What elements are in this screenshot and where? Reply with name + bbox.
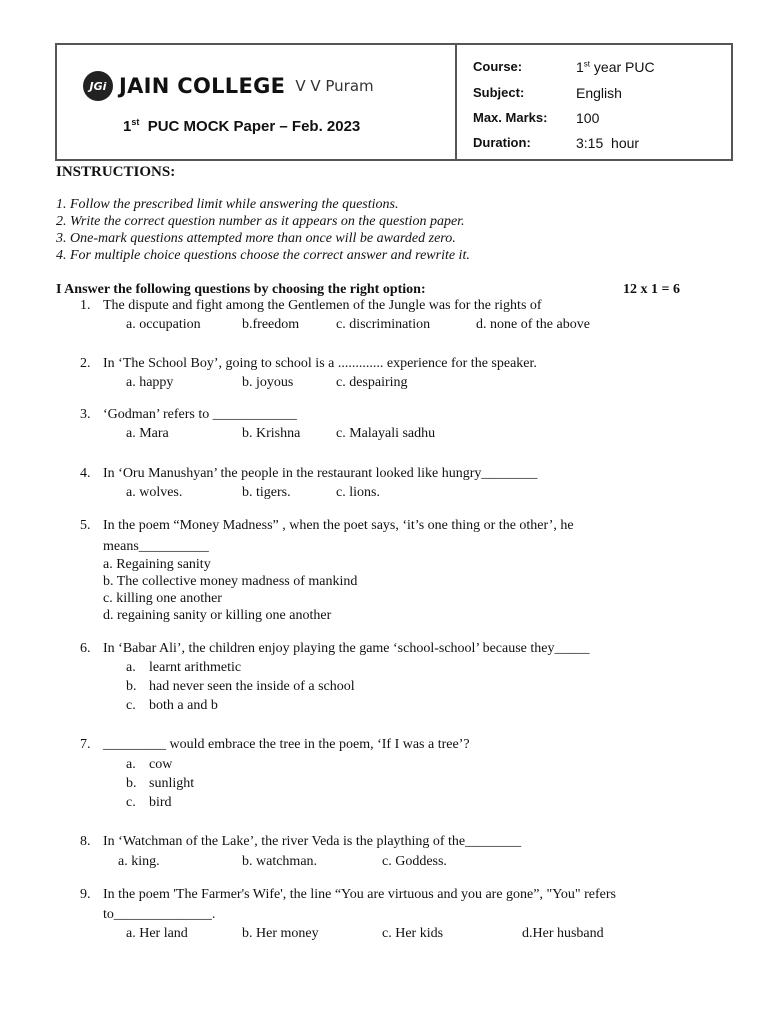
option: a. cow xyxy=(126,757,173,772)
question-5-continuation: means__________ xyxy=(103,539,209,554)
paper-title-ordinal: 1 xyxy=(123,118,132,135)
meta-value: 3:15 hour xyxy=(576,135,640,151)
question-7: 7. _________ would embrace the tree in the poem, ‘If I was a tree’? xyxy=(80,737,470,752)
option: b. had never seen the inside of a school xyxy=(126,679,355,694)
question-6: 6. In ‘Babar Ali’, the children enjoy playing the game ‘school-school’ because they_____ xyxy=(80,641,590,656)
section-heading xyxy=(56,282,680,298)
option: b. Her money xyxy=(242,926,319,941)
question-8: 8. In ‘Watchman of the Lake’, the river Veda is the plaything of the________ xyxy=(80,834,522,849)
option: b.freedom xyxy=(242,317,300,332)
option: a. king. xyxy=(118,854,160,869)
option: c. Her kids xyxy=(382,926,444,941)
meta-value: 100 xyxy=(576,110,600,126)
meta-max-marks xyxy=(473,110,599,126)
option: b. joyous xyxy=(242,375,294,390)
option: d. regaining sanity or killing one another xyxy=(103,608,332,623)
option: c. Malayali sadhu xyxy=(336,426,436,441)
meta-value: English xyxy=(576,85,622,101)
question-3: 3. ‘Godman’ refers to ____________ xyxy=(80,407,297,422)
instruction-item: 2. Write the correct question number as it appears on the question paper. xyxy=(56,214,465,229)
instruction-item: 1. Follow the prescribed limit while answering the questions. xyxy=(56,197,399,212)
option: a. Mara xyxy=(126,426,169,441)
instruction-item: 4. For multiple choice questions choose the correct answer and rewrite it. xyxy=(56,248,470,263)
question-1: 1. The dispute and fight among the Gentlemen of the Jungle was for the rights of xyxy=(80,298,542,313)
college-name: JAIN COLLEGE xyxy=(119,74,286,98)
question-5: 5. In the poem “Money Madness” , when the poet says, ‘it’s one thing or the other’, he xyxy=(80,518,574,533)
option: c. discrimination xyxy=(336,317,431,332)
paper-title-text: PUC MOCK Paper – Feb. 2023 xyxy=(147,118,361,135)
jgi-logo-icon: JGi xyxy=(83,71,113,101)
section-marks: 12 x 1 = 6 xyxy=(623,282,680,297)
option: b. Krishna xyxy=(242,426,301,441)
option: d. none of the above xyxy=(476,317,590,332)
option: d.Her husband xyxy=(522,926,604,941)
meta-subject xyxy=(473,85,622,101)
meta-key: Course: xyxy=(473,59,523,74)
question-4: 4. In ‘Oru Manushyan’ the people in the restaurant looked like hungry________ xyxy=(80,466,538,481)
option: b. The collective money madness of mankind xyxy=(103,574,358,589)
section-heading-text: I Answer the following questions by choosing the right option: xyxy=(56,282,426,297)
meta-key: Subject: xyxy=(473,85,525,100)
header-divider xyxy=(455,45,457,159)
option: c. both a and b xyxy=(126,698,218,713)
option: c. Goddess. xyxy=(382,854,447,869)
option: a. happy xyxy=(126,375,174,390)
meta-key: Duration: xyxy=(473,135,531,150)
option: a. occupation xyxy=(126,317,201,332)
option: b. watchman. xyxy=(242,854,318,869)
question-2: 2. In ‘The School Boy’, going to school is a ............. experience for the speaker. xyxy=(80,356,537,371)
paper-title-sup: st xyxy=(131,117,140,127)
option: a. learnt arithmetic xyxy=(126,660,242,675)
option: b. tigers. xyxy=(242,485,291,500)
option: a. Regaining sanity xyxy=(103,557,211,572)
paper-title xyxy=(123,117,360,135)
instruction-item: 3. One-mark questions attempted more than once will be awarded zero. xyxy=(56,231,456,246)
college-logo xyxy=(83,71,374,101)
meta-key: Max. Marks: xyxy=(473,110,548,125)
question-9-continuation: to______________. xyxy=(103,907,216,922)
option: c. lions. xyxy=(336,485,380,500)
question-9: 9. In the poem 'The Farmer's Wife', the line “You are virtuous and you are gone”, "You" refers xyxy=(80,887,616,902)
meta-course xyxy=(473,59,655,75)
option: a. wolves. xyxy=(126,485,183,500)
option: b. sunlight xyxy=(126,776,195,791)
college-location: V V Puram xyxy=(295,77,374,95)
meta-duration xyxy=(473,135,639,151)
option: a. Her land xyxy=(126,926,188,941)
meta-value: 1st year PUC xyxy=(576,59,655,75)
option: c. bird xyxy=(126,795,172,810)
option: c. killing one another xyxy=(103,591,222,606)
instructions-heading: INSTRUCTIONS: xyxy=(56,164,176,180)
option: c. despairing xyxy=(336,375,408,390)
header-box xyxy=(55,43,733,161)
